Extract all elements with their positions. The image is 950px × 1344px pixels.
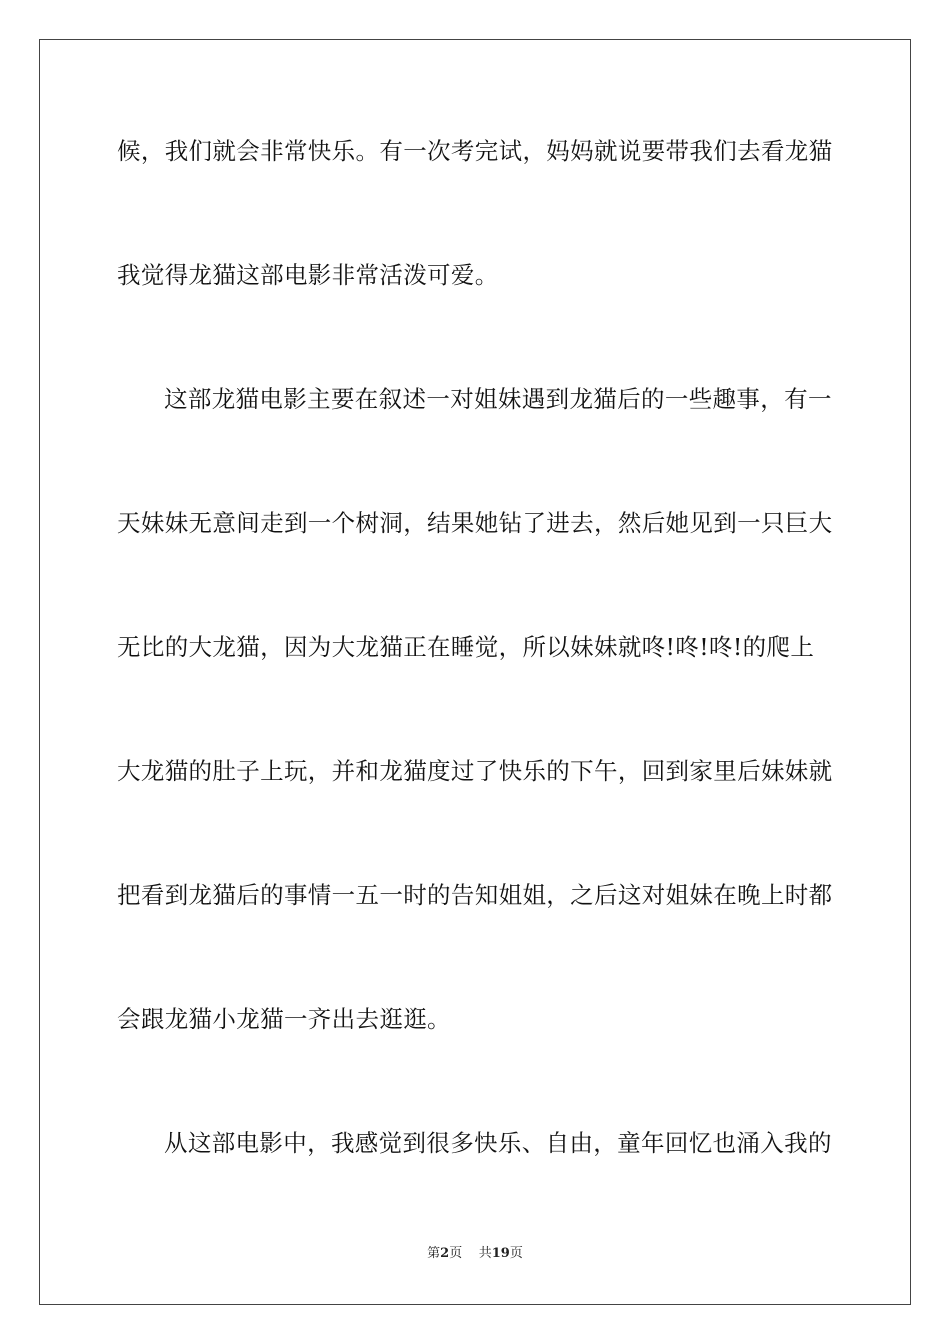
page-prefix: 第	[427, 1246, 441, 1261]
text-line-2: 我觉得龙猫这部电影非常活泼可爱。	[117, 261, 499, 289]
text-line-6: 大龙猫的肚子上玩，并和龙猫度过了快乐的下午，回到家里后妹妹就	[117, 757, 833, 785]
text-line-1: 候，我们就会非常快乐。有一次考完试，妈妈就说要带我们去看龙猫	[117, 137, 833, 165]
text-line-3: 这部龙猫电影主要在叙述一对姐妹遇到龙猫后的一些趣事，有一	[164, 385, 832, 413]
text-line-5: 无比的大龙猫，因为大龙猫正在睡觉，所以妹妹就咚!咚!咚!的爬上	[117, 633, 815, 661]
total-prefix: 共	[478, 1246, 492, 1261]
page-suffix: 页	[449, 1246, 463, 1261]
page-border	[39, 39, 911, 1305]
page-number: 2	[440, 1246, 450, 1261]
text-line-4: 天妹妹无意间走到一个树洞，结果她钻了进去，然后她见到一只巨大	[117, 509, 833, 537]
total-suffix: 页	[509, 1246, 523, 1261]
total-pages: 19	[491, 1246, 510, 1261]
text-line-8: 会跟龙猫小龙猫一齐出去逛逛。	[117, 1005, 451, 1033]
text-line-9: 从这部电影中，我感觉到很多快乐、自由，童年回忆也涌入我的	[164, 1129, 832, 1157]
page-footer	[0, 1245, 950, 1263]
text-line-7: 把看到龙猫后的事情一五一时的告知姐姐，之后这对姐妹在晚上时都	[117, 881, 833, 909]
